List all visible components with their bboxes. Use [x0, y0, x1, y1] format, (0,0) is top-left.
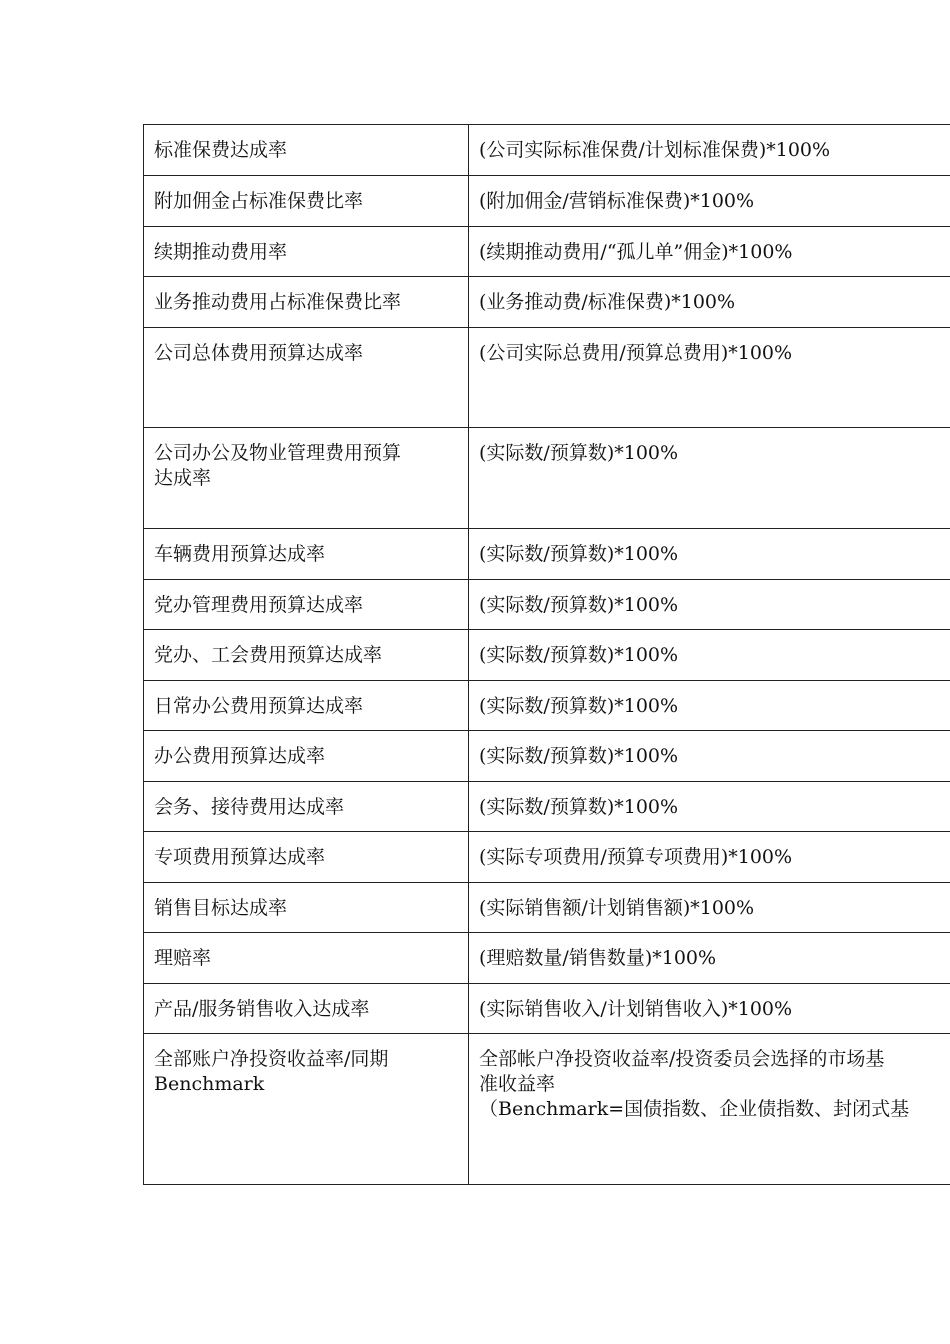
indicator-name: 业务推动费用占标准保费比率	[144, 277, 469, 328]
table-row	[144, 580, 950, 630]
indicator-formula: (理赔数量/销售数量)*100%	[469, 933, 950, 984]
table-row	[144, 428, 950, 529]
indicator-name: 续期推动费用率	[144, 227, 469, 277]
indicator-formula: (实际数/预算数)*100%	[469, 428, 950, 529]
indicator-name	[144, 1034, 469, 1185]
indicator-formula-line: 准收益率	[479, 1073, 556, 1095]
table-row	[144, 832, 950, 883]
indicator-formula: (实际数/预算数)*100%	[469, 731, 950, 782]
indicator-name-line: 全部账户净投资收益率/同期	[154, 1048, 389, 1070]
indicator-name-line: 公司办公及物业管理费用预算	[154, 442, 402, 464]
indicator-name: 党办、工会费用预算达成率	[144, 630, 469, 681]
table-row	[144, 984, 950, 1034]
table-row	[144, 933, 950, 984]
indicator-formula: (实际销售收入/计划销售收入)*100%	[469, 984, 950, 1034]
indicator-formula: (实际数/预算数)*100%	[469, 681, 950, 731]
indicator-name: 销售目标达成率	[144, 883, 469, 933]
indicator-formula-line: （Benchmark=国债指数、企业债指数、封闭式基	[479, 1098, 910, 1120]
table-row	[144, 529, 950, 580]
indicator-formula: (业务推动费/标准保费)*100%	[469, 277, 950, 328]
indicator-name: 会务、接待费用达成率	[144, 782, 469, 832]
table-row	[144, 176, 950, 227]
table-row	[144, 782, 950, 832]
indicator-name: 公司总体费用预算达成率	[144, 328, 469, 428]
indicator-formula: (实际销售额/计划销售额)*100%	[469, 883, 950, 933]
table-row	[144, 731, 950, 782]
indicator-name: 办公费用预算达成率	[144, 731, 469, 782]
table-row	[144, 681, 950, 731]
indicator-formula: (实际数/预算数)*100%	[469, 782, 950, 832]
indicator-formula: (实际数/预算数)*100%	[469, 630, 950, 681]
indicator-name: 理赔率	[144, 933, 469, 984]
indicator-formula: (实际专项费用/预算专项费用)*100%	[469, 832, 950, 883]
indicator-name-line: 达成率	[154, 467, 212, 489]
indicator-formula: (实际数/预算数)*100%	[469, 529, 950, 580]
indicator-name: 日常办公费用预算达成率	[144, 681, 469, 731]
indicator-formula: (附加佣金/营销标准保费)*100%	[469, 176, 950, 227]
table-row	[144, 630, 950, 681]
indicator-name: 专项费用预算达成率	[144, 832, 469, 883]
indicator-formula: (续期推动费用/“孤儿单”佣金)*100%	[469, 227, 950, 277]
table-row	[144, 277, 950, 328]
table-row	[144, 328, 950, 428]
table-row	[144, 1034, 950, 1185]
indicator-name: 附加佣金占标准保费比率	[144, 176, 469, 227]
kpi-formula-table	[143, 124, 950, 1185]
indicator-formula-line: 全部帐户净投资收益率/投资委员会选择的市场基	[479, 1048, 885, 1070]
indicator-name	[144, 428, 469, 529]
indicator-name: 标准保费达成率	[144, 125, 469, 176]
indicator-name: 产品/服务销售收入达成率	[144, 984, 469, 1034]
indicator-formula	[469, 1034, 950, 1185]
indicator-name-line: Benchmark	[154, 1073, 265, 1095]
indicator-name: 党办管理费用预算达成率	[144, 580, 469, 630]
indicator-formula: (公司实际标准保费/计划标准保费)*100%	[469, 125, 950, 176]
table-row	[144, 883, 950, 933]
table-row	[144, 227, 950, 277]
table-row	[144, 125, 950, 176]
indicator-formula: (实际数/预算数)*100%	[469, 580, 950, 630]
indicator-name: 车辆费用预算达成率	[144, 529, 469, 580]
indicator-formula: (公司实际总费用/预算总费用)*100%	[469, 328, 950, 428]
